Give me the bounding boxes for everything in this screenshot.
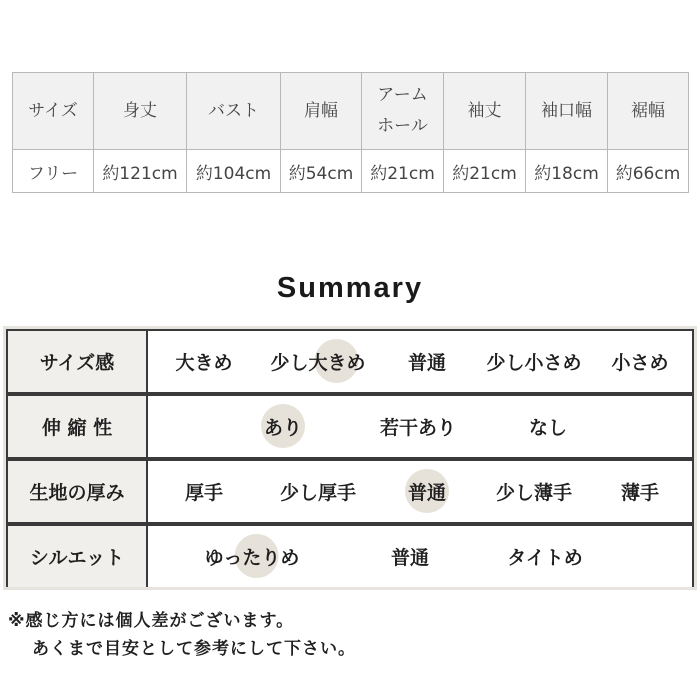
summary-row-silhouette <box>8 526 692 587</box>
summary-option-selected <box>408 461 446 522</box>
header-cuff-width: 袖口幅 <box>526 73 608 150</box>
header-sleeve-length: 袖丈 <box>444 73 526 150</box>
header-shoulder-width: 肩幅 <box>281 73 362 150</box>
size-table-value-row <box>13 150 689 193</box>
header-body-length: 身丈 <box>94 73 187 150</box>
summary-option-selected <box>264 396 302 457</box>
summary-option <box>486 331 581 392</box>
summary-option-label: なし <box>528 417 568 439</box>
header-size: サイズ <box>13 73 94 150</box>
header-armhole <box>362 73 444 150</box>
summary-option-label: 普通 <box>407 482 447 504</box>
summary-grid-inner <box>6 329 694 587</box>
summary-option-selected <box>270 331 365 392</box>
summary-label-fabric-thickness: 生地の厚み <box>8 461 146 522</box>
summary-options-silhouette <box>148 526 692 587</box>
summary-options-fabric-thickness <box>148 461 692 522</box>
note-line-1: ※感じ方には個人差がございます。 <box>8 611 295 631</box>
summary-option <box>380 396 456 457</box>
value-armhole: 約21cm <box>362 150 444 193</box>
summary-option-selected <box>205 526 300 587</box>
summary-option-label: 少し厚手 <box>279 482 357 504</box>
notes <box>8 607 356 663</box>
summary-row-stretch <box>8 396 692 457</box>
summary-option <box>507 526 583 587</box>
summary-label-silhouette: シルエット <box>8 526 146 587</box>
value-cuff-width: 約18cm <box>526 150 608 193</box>
size-table-header-row <box>13 73 689 150</box>
value-body-length: 約121cm <box>94 150 187 193</box>
summary-option-label: 少し小さめ <box>486 352 582 374</box>
value-size: フリー <box>13 150 94 193</box>
summary-label-stretch: 伸 縮 性 <box>8 396 146 457</box>
summary-option <box>611 331 668 392</box>
summary-option-label: 厚手 <box>184 482 224 504</box>
value-shoulder-width: 約54cm <box>281 150 362 193</box>
summary-grid <box>3 326 697 590</box>
header-hem-width: 裾幅 <box>608 73 689 150</box>
summary-option <box>280 461 356 522</box>
summary-option <box>391 526 429 587</box>
value-hem-width: 約66cm <box>608 150 689 193</box>
value-bust: 約104cm <box>187 150 281 193</box>
summary-option-label: 薄手 <box>620 482 660 504</box>
summary-option-label: 普通 <box>390 547 430 569</box>
summary-label-size-feel: サイズ感 <box>8 331 146 392</box>
summary-option <box>529 396 567 457</box>
header-armhole-line2: ホール <box>377 116 428 136</box>
summary-option <box>408 331 446 392</box>
summary-row-size-feel <box>8 331 692 392</box>
summary-options-stretch <box>148 396 692 457</box>
summary-option-label: 若干あり <box>379 417 457 439</box>
header-armhole-line1: アーム <box>377 85 428 105</box>
summary-option-label: 少し薄手 <box>495 482 573 504</box>
summary-option <box>175 331 232 392</box>
summary-option <box>496 461 572 522</box>
summary-options-size-feel <box>148 331 692 392</box>
summary-option-label: 大きめ <box>175 352 233 374</box>
summary-option-label: 普通 <box>407 352 447 374</box>
summary-option-label: 少し大きめ <box>270 352 366 374</box>
summary-option <box>185 461 223 522</box>
summary-option-label: 小さめ <box>611 352 669 374</box>
summary-option-label: あり <box>263 417 303 439</box>
size-table <box>12 72 689 193</box>
header-bust: バスト <box>187 73 281 150</box>
summary-title: Summary <box>276 272 424 304</box>
note-line-2: あくまで目安として参考にして下さい。 <box>32 639 356 659</box>
summary-option <box>621 461 659 522</box>
summary-option-label: ゆったりめ <box>204 547 300 569</box>
summary-option-label: タイトめ <box>507 547 583 569</box>
value-sleeve-length: 約21cm <box>444 150 526 193</box>
summary-row-fabric-thickness <box>8 461 692 522</box>
